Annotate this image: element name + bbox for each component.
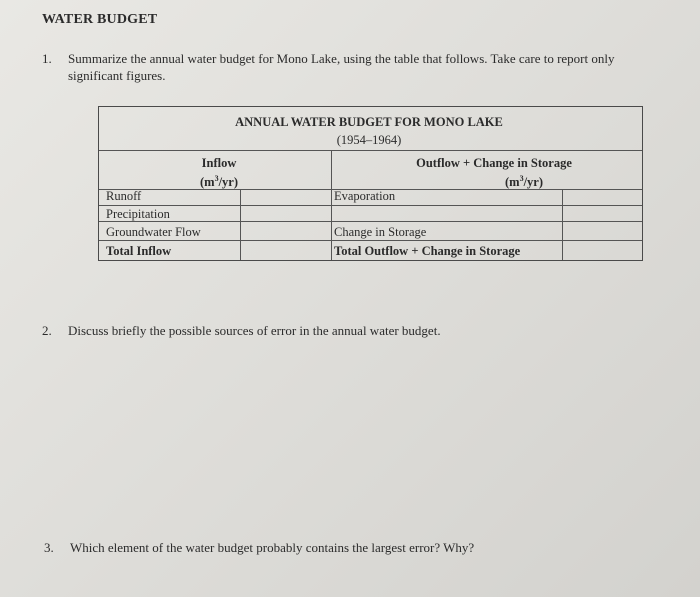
row-total-outflow: Total Outflow + Change in Storage xyxy=(334,244,521,258)
table-title: ANNUAL WATER BUDGET FOR MONO LAKE xyxy=(235,115,503,129)
table-divider xyxy=(331,150,332,260)
inflow-header-label: Inflow xyxy=(201,156,237,170)
table-rule xyxy=(99,205,642,206)
table-divider xyxy=(562,189,563,260)
row-total-inflow: Total Inflow xyxy=(106,244,172,258)
outflow-units: $(m^3/yr)$ xyxy=(504,174,543,190)
water-budget-table xyxy=(98,106,643,261)
table-years: (1954–1964) xyxy=(336,133,402,147)
question-1-text: Summarize the annual water budget for Mono Lake, using the table that follows. Take care to report only significant figures. xyxy=(68,51,615,83)
outflow-header xyxy=(349,155,639,190)
question-2-text: Discuss briefly the possible sources of error in the annual water budget. xyxy=(68,323,441,338)
inflow-header xyxy=(139,155,299,190)
row-change-in-storage: Change in Storage xyxy=(334,225,427,239)
question-1-number: 1. xyxy=(42,51,52,66)
table-rule xyxy=(99,240,642,241)
question-2 xyxy=(42,322,662,340)
inflow-units: $(m^3/yr)$ xyxy=(199,174,238,190)
row-runoff: Runoff xyxy=(106,189,142,203)
question-3-number: 3. xyxy=(44,540,54,555)
row-precipitation: Precipitation xyxy=(106,207,170,221)
table-divider xyxy=(240,189,241,260)
question-3-text: Which element of the water budget probably contains the largest error? Why? xyxy=(70,540,475,555)
question-1 xyxy=(42,50,662,84)
row-evaporation: Evaporation xyxy=(334,189,396,203)
row-groundwater-flow: Groundwater Flow xyxy=(106,225,201,239)
question-2-number: 2. xyxy=(42,323,52,338)
table-rule xyxy=(99,221,642,222)
question-3 xyxy=(44,539,664,557)
outflow-header-label: Outflow + Change in Storage xyxy=(416,156,572,170)
table-rule xyxy=(99,150,642,151)
page-title: WATER BUDGET xyxy=(42,12,158,27)
